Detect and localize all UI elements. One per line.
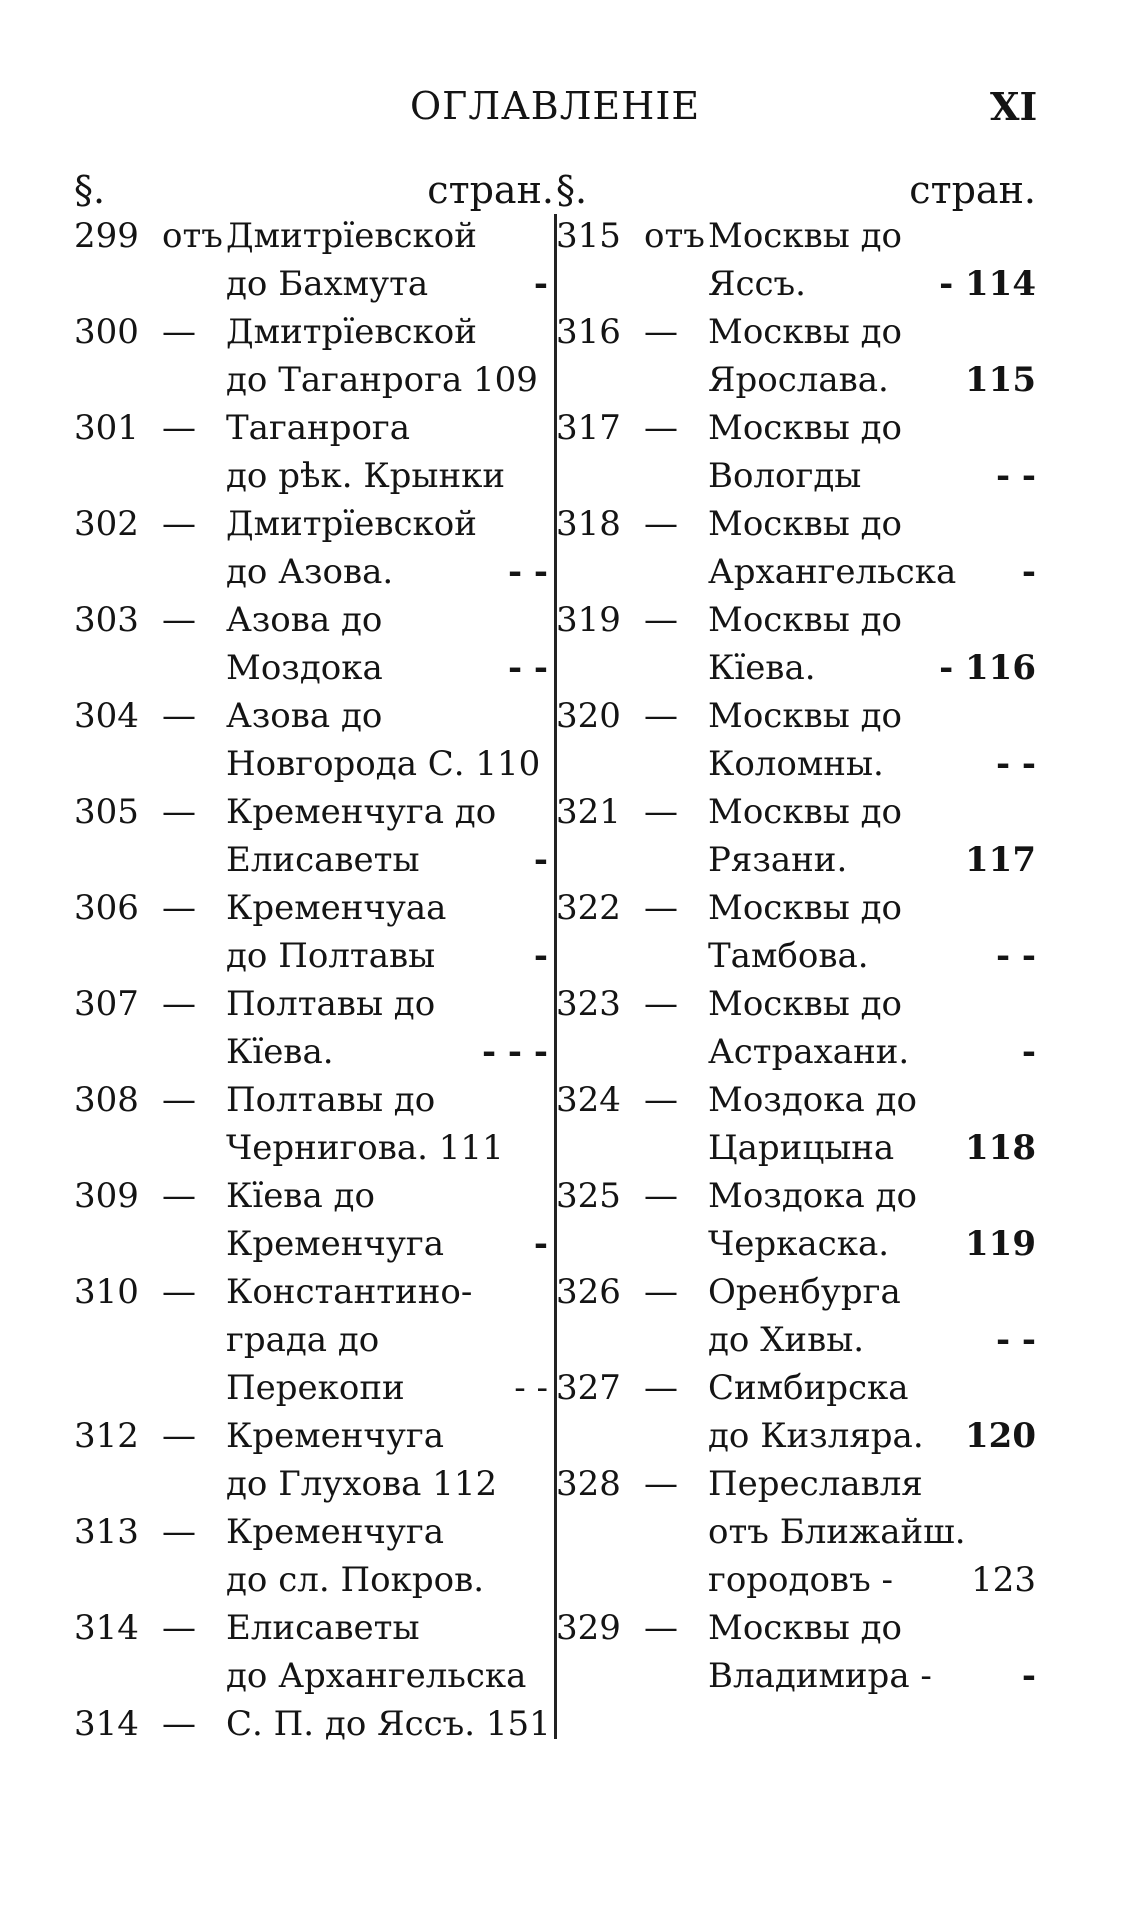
entry-line: до сл. Покров. (226, 1560, 485, 1600)
entry-page: 123 (971, 1560, 1036, 1600)
entry-line: городовъ - (708, 1560, 893, 1600)
page-label: стран. (427, 168, 554, 212)
entry-line: до Азова. (226, 552, 394, 592)
entry-lead: — (644, 792, 678, 832)
entry-line: Кїева до (226, 1176, 375, 1216)
entry-page: - - - (481, 1032, 548, 1072)
toc-entry (74, 408, 554, 504)
entry-lead: — (644, 312, 678, 352)
section-number: 328 (556, 1464, 621, 1504)
section-number: 320 (556, 696, 621, 736)
entry-page: - 116 (939, 648, 1036, 688)
entry-line: Москвы до (708, 984, 902, 1024)
page-number: XI (990, 84, 1038, 129)
entry-lead: — (162, 504, 196, 544)
entry-lead: — (644, 1080, 678, 1120)
section-number: 329 (556, 1608, 621, 1648)
entry-line: Дмитрїевской (226, 216, 477, 256)
entry-line: до рѣк. Крынки (226, 456, 506, 496)
entry-line: Астрахани. (708, 1032, 910, 1072)
entry-page: - - (507, 552, 548, 592)
entry-line: до Кизляра. (708, 1416, 924, 1456)
section-number: 318 (556, 504, 621, 544)
toc-entry (556, 888, 1036, 984)
section-number: 309 (74, 1176, 139, 1216)
entry-line: Оренбурга (708, 1272, 901, 1312)
entry-lead: — (644, 888, 678, 928)
entry-line: до Глухова 112 (226, 1464, 498, 1504)
entry-page: - (533, 264, 548, 304)
entry-page: - - (995, 456, 1036, 496)
toc-entry (556, 792, 1036, 888)
entry-lead: — (162, 1608, 196, 1648)
entry-line: Москвы до (708, 504, 902, 544)
toc-entry (74, 888, 554, 984)
entry-lead: — (162, 792, 196, 832)
entry-page: - - (995, 744, 1036, 784)
toc-right-column (556, 168, 1036, 1704)
toc-entry (74, 1416, 554, 1512)
entry-line: Константино- (226, 1272, 473, 1312)
entry-page: - (1021, 552, 1036, 592)
toc-entry (556, 696, 1036, 792)
entry-lead: — (644, 600, 678, 640)
entry-line: Полтавы до (226, 984, 436, 1024)
toc-entry (556, 408, 1036, 504)
section-label: §. (556, 168, 588, 212)
entry-line: Азова до (226, 696, 383, 736)
entry-lead: — (644, 1464, 678, 1504)
toc-entry (74, 1176, 554, 1272)
entry-lead: — (162, 1272, 196, 1312)
section-number: 324 (556, 1080, 621, 1120)
page-label: стран. (909, 168, 1036, 212)
entry-page: - (533, 840, 548, 880)
section-number: 300 (74, 312, 139, 352)
section-number: 299 (74, 216, 139, 256)
entry-line: до Хивы. (708, 1320, 865, 1360)
entry-line: Москвы до (708, 408, 902, 448)
section-number: 308 (74, 1080, 139, 1120)
toc-entry (556, 1368, 1036, 1464)
toc-entry (74, 1704, 554, 1752)
section-number: 314 (74, 1608, 139, 1648)
entry-line: Азова до (226, 600, 383, 640)
entry-lead: — (644, 408, 678, 448)
toc-entry (74, 696, 554, 792)
entry-line: Елисаветы (226, 1608, 420, 1648)
section-label: §. (74, 168, 106, 212)
section-number: 304 (74, 696, 139, 736)
entry-lead: — (162, 408, 196, 448)
entry-lead: — (162, 696, 196, 736)
entry-line: Москвы до (708, 1608, 902, 1648)
toc-entry (556, 1176, 1036, 1272)
column-header (74, 168, 554, 216)
toc-entry (74, 1608, 554, 1704)
entry-line: Моздока до (708, 1176, 917, 1216)
entry-line: Моздока до (708, 1080, 917, 1120)
entry-line: града до (226, 1320, 380, 1360)
toc-entry (556, 504, 1036, 600)
toc-entry (556, 216, 1036, 312)
entry-line: Дмитрїевской (226, 504, 477, 544)
entry-line: Черкаска. (708, 1224, 890, 1264)
entry-lead: — (162, 888, 196, 928)
section-number: 302 (74, 504, 139, 544)
entry-page: - - (514, 1368, 548, 1408)
entry-line: Дмитрїевской (226, 312, 477, 352)
entry-line: до Архангельска (226, 1656, 527, 1696)
entry-line: Симбирска (708, 1368, 909, 1408)
entry-line: Перекопи (226, 1368, 405, 1408)
entry-line: Царицына (708, 1128, 895, 1168)
entry-line: Кременчуга (226, 1224, 444, 1264)
entry-lead: — (644, 1176, 678, 1216)
entry-lead: — (644, 696, 678, 736)
column-header (556, 168, 1036, 216)
page-title: ОГЛАВЛЕНІЕ (410, 84, 701, 128)
entry-lead: — (644, 1368, 678, 1408)
section-number: 322 (556, 888, 621, 928)
section-number: 307 (74, 984, 139, 1024)
entry-line: Кременчуга (226, 1416, 444, 1456)
entry-line: С. П. до Яссъ. 151 (226, 1704, 551, 1744)
entry-line: Коломны. (708, 744, 884, 784)
section-number: 313 (74, 1512, 139, 1552)
entry-lead: — (162, 600, 196, 640)
entry-page: - - (507, 648, 548, 688)
entry-line: Владимира - (708, 1656, 932, 1696)
entry-page: - (533, 936, 548, 976)
section-number: 303 (74, 600, 139, 640)
entry-line: до Таганрога 109 (226, 360, 538, 400)
entry-lead: — (644, 504, 678, 544)
toc-entry (74, 504, 554, 600)
toc-entry (556, 1464, 1036, 1608)
entry-page: - - (995, 1320, 1036, 1360)
entry-line: Кременчуаа (226, 888, 447, 928)
entry-lead: — (162, 1080, 196, 1120)
entry-page: 118 (965, 1128, 1036, 1168)
entry-page: - 114 (939, 264, 1036, 304)
entry-line: Москвы до (708, 600, 902, 640)
entry-page: - (1021, 1032, 1036, 1072)
section-number: 314 (74, 1704, 139, 1744)
entry-page: 115 (965, 360, 1036, 400)
toc-entry (74, 792, 554, 888)
entry-line: Тамбова. (708, 936, 869, 976)
toc-left-column (74, 168, 554, 1752)
entry-line: Кїева. (226, 1032, 334, 1072)
toc-entry (556, 600, 1036, 696)
entry-line: Переславля (708, 1464, 923, 1504)
toc-entry (74, 1080, 554, 1176)
section-number: 319 (556, 600, 621, 640)
section-number: 323 (556, 984, 621, 1024)
section-number: 310 (74, 1272, 139, 1312)
entry-page: 120 (965, 1416, 1036, 1456)
toc-entry (74, 600, 554, 696)
entry-line: Яссъ. (708, 264, 806, 304)
entry-lead: — (162, 312, 196, 352)
section-number: 301 (74, 408, 139, 448)
entry-line: Новгорода С. 110 (226, 744, 541, 784)
section-number: 326 (556, 1272, 621, 1312)
toc-entry (556, 984, 1036, 1080)
entry-line: Рязани. (708, 840, 848, 880)
entry-lead: отъ (644, 216, 705, 256)
entry-line: Таганрога (226, 408, 411, 448)
toc-entry (74, 1512, 554, 1608)
entry-page: 117 (965, 840, 1036, 880)
toc-entry (74, 312, 554, 408)
entry-lead: — (162, 1416, 196, 1456)
entry-line: Москвы до (708, 696, 902, 736)
toc-entry-list (556, 216, 1036, 1704)
section-number: 325 (556, 1176, 621, 1216)
entry-lead: — (162, 984, 196, 1024)
section-number: 316 (556, 312, 621, 352)
entry-line: Кременчуга до (226, 792, 497, 832)
entry-page: - - (995, 936, 1036, 976)
entry-line: Елисаветы (226, 840, 420, 880)
toc-entry (556, 1080, 1036, 1176)
entry-lead: — (644, 1608, 678, 1648)
entry-page: - (533, 1224, 548, 1264)
entry-lead: — (644, 1272, 678, 1312)
entry-lead: — (162, 1512, 196, 1552)
section-number: 312 (74, 1416, 139, 1456)
entry-line: Кременчуга (226, 1512, 444, 1552)
section-number: 305 (74, 792, 139, 832)
entry-line: Вологды (708, 456, 862, 496)
entry-line: Москвы до (708, 216, 902, 256)
toc-entry (556, 1272, 1036, 1368)
section-number: 327 (556, 1368, 621, 1408)
entry-page: - (1021, 1656, 1036, 1696)
entry-lead: — (162, 1176, 196, 1216)
entry-line: до Бахмута (226, 264, 429, 304)
entry-line: Чернигова. 111 (226, 1128, 504, 1168)
entry-line: Архангельска (708, 552, 957, 592)
section-number: 321 (556, 792, 621, 832)
section-number: 317 (556, 408, 621, 448)
toc-entry-list (74, 216, 554, 1752)
toc-entry (556, 1608, 1036, 1704)
entry-line: Ярослава. (708, 360, 889, 400)
toc-entry (556, 312, 1036, 408)
section-number: 306 (74, 888, 139, 928)
entry-page: 119 (965, 1224, 1036, 1264)
toc-entry (74, 216, 554, 312)
entry-line: Моздока (226, 648, 383, 688)
entry-line: отъ Ближайш. (708, 1512, 966, 1552)
entry-lead: — (162, 1704, 196, 1744)
entry-line: Кїева. (708, 648, 816, 688)
entry-lead: отъ (162, 216, 223, 256)
entry-line: Москвы до (708, 792, 902, 832)
entry-line: Москвы до (708, 312, 902, 352)
section-number: 315 (556, 216, 621, 256)
entry-line: Москвы до (708, 888, 902, 928)
toc-entry (74, 1272, 554, 1416)
toc-entry (74, 984, 554, 1080)
entry-lead: — (644, 984, 678, 1024)
entry-line: Полтавы до (226, 1080, 436, 1120)
entry-line: до Полтавы (226, 936, 436, 976)
